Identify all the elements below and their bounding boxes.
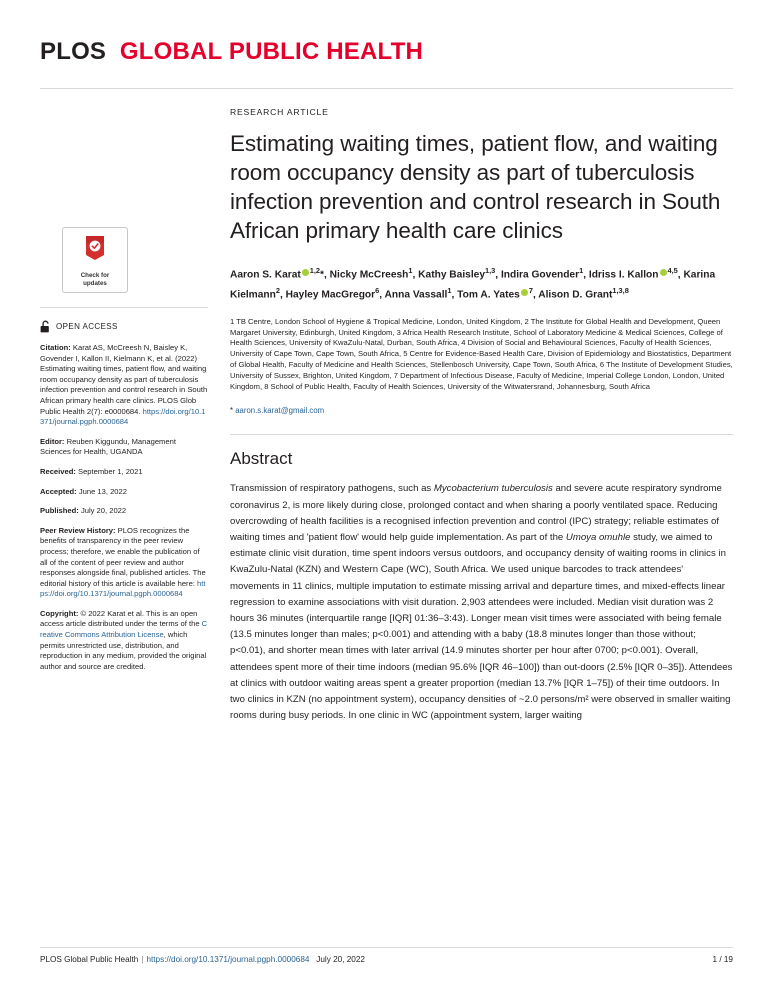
received-label: Received: [40,466,76,476]
editor-label: Editor: [40,436,65,446]
copyright-text-1: © 2022 Karat et al. This is an open access article distributed under the terms of the [40,608,202,629]
copyright-label: Copyright: [40,608,79,618]
badge-line-1: Check for [80,272,110,279]
footer-date: July 20, 2022 [316,955,365,964]
peer-review-link[interactable]: https://doi.org/10.1371/journal.pgph.0000684 [40,578,206,599]
page-columns [40,89,733,724]
accepted-label: Accepted: [40,486,77,496]
badge-line-2: updates [83,279,107,287]
footer-doi-link[interactable]: https://doi.org/10.1371/journal.pgph.0000684 [146,955,310,964]
citation-label: Citation: [40,343,71,352]
open-access-row [40,320,208,333]
citation-block [40,343,208,428]
published-text: July 20, 2022 [78,506,127,516]
abstract-text: Transmission of respiratory pathogens, such as Mycobacterium tuberculosis and severe acute respiratory syndrome coronavirus 2, is more likely during close, prolonged contact and when sharing a poorly ventilated space. Reducing overcrowding of health facilities is a recognised infection prevention and control (IPC) strategy; reliable estimates of waiting times and 'patient flow' would help guide implementation. As part of the Umoya omuhle study, we aimed to estimate clinic visit duration, time spent indoors versus outdoors, and occupancy density of waiting rooms in clinics in KwaZulu-Natal (KZN) and Western Cape (WC), South Africa. We used unique barcodes to track attendees' movements in 11 clinics, multiple imputation to estimate missing arrival and departure times, and mixed-effects linear regression to examine associations with visit duration. 2,903 attendees were included. Median visit duration was 2 hours 36 minutes (interquartile range [IQR] 01:36–3:43). Longer mean visit times were associated with being female (13.5 minutes longer than males; p<0.001) and attending with a baby (18.8 minutes longer than those without; p<0.01), and shorter mean times with later arrival (14.9 minutes shorter per hour after 0700; p<0.001). Overall, attendees spent more of their time indoors (median 95.6% [IQR 46–100]) than out-doors (2.5% [IQR 0–35]). Attendees at clinics with outdoor waiting areas spent a greater proportion (median 13.7% [IQR 1–75]) of their time outdoors. In two clinics in KZN (no appointment system), occupancy densities of ~2.0 persons/m² were observed in smaller waiting rooms during busy periods. In one clinic in WC (appointment system, larger waiting [230,483,733,722]
received-block [40,467,208,478]
page-footer [40,947,733,964]
open-access-label: OPEN ACCESS [56,322,118,331]
abstract-heading: Abstract [230,449,293,469]
abstract-divider [230,434,733,435]
corresponding-email-link[interactable]: aaron.s.karat@gmail.com [235,406,325,416]
orcid-icon[interactable] [302,269,309,276]
license-link[interactable]: Creative Commons Attribution License [40,619,208,640]
received-text: September 1, 2021 [75,466,143,476]
affiliations: 1 TB Centre, London School of Hygiene & Tropical Medicine, London, United Kingdom, 2 The Institute for Global Health and Development, Queen Margaret University, Edinburgh, United Kingdom, 3 Africa Health Research Institute, School of Laboratory Medicine & Medical Sciences, College of Health Sciences, University of KwaZulu-Natal, Durban, South Africa, 4 Division of Social and Behavioural Sciences, Faculty of Health Sciences, University of Cape Town, Cape Town, South Africa, 5 Centre for Evidence-Based Health Care, Division of Epidemiology and Biostatistics, Department of Global Health, Faculty of Medicine and Health Sciences, Stellenbosch University, Cape Town, South Africa, 6 The Institute of Development Studies, University of Sussex, Brighton, United Kingdom, 7 Department of Infectious Disease, Faculty of Medicine, Imperial College London, London, United Kingdom, 8 School of Public Health, Faculty of Health Sciences, University of the Witwatersrand, Johannesburg, South Africa [230,316,733,391]
editor-block [40,437,208,458]
citation-text: Karat AS, McCreesh N, Baisley K, Govender I, Kallon II, Kielmann K, et al. (2022) Estimating waiting times, patient flow, and waiting room occupancy density as part of tuberculosis infection prevention and control research in South African primary health care clinics. PLOS Glob Public Health 2(7): e0000684. [40,343,208,416]
accepted-block [40,487,208,498]
page-title: Estimating waiting times, patient flow, and waiting room occupancy density as part of tuberculosis infection prevention and control research in South African primary health care clinics [230,131,721,243]
article-main [230,107,733,724]
peer-review-label: Peer Review History: [40,525,116,535]
copyright-block [40,609,208,673]
citation-doi-link[interactable]: https://doi.org/10.1371/journal.pgph.0000684 [40,406,206,427]
copyright-text-2: , which permits unrestricted use, distribution, and reproduction in any medium, provided the original author and source are credited. [40,630,207,671]
journal-masthead [40,0,733,76]
footer-divider [40,947,733,948]
sidebar-divider [40,307,208,308]
published-block [40,506,208,517]
author-list: Aaron S. Karat $^{1,2}$*, Nicky McCreesh$^1$, Kathy Baisley$^{1,3}$, Indira Govender$^1$, Idriss I. Kallon $^{4,5}$, Karina Kielmann$^2$, Hayley MacGregor$^6$, Anna Vassall$^1$, Tom A. Yates $^7$, Alison D. Grant$^{1,3,8}$ [230,266,716,301]
crossmark-icon [84,235,106,261]
editor-text: Reuben Kiggundu, Management Sciences for Health, UGANDA [40,436,176,457]
corresponding-prefix: * [230,406,236,416]
journal-name: GLOBAL PUBLIC HEALTH [119,38,424,65]
footer-journal: PLOS Global Public Health [40,955,139,964]
publisher-name: PLOS [40,38,107,65]
orcid-icon[interactable] [521,289,528,296]
article-type-label: RESEARCH ARTICLE [230,107,329,117]
corresponding-author [230,405,733,416]
footer-page-number: 1 / 19 [712,955,733,964]
footer-left: PLOS Global Public Health | https://doi.org/10.1371/journal.pgph.0000684 July 20, 2022 [40,955,365,964]
peer-review-block [40,526,208,600]
orcid-icon[interactable] [660,269,667,276]
accepted-text: June 13, 2022 [76,486,127,496]
published-label: Published: [40,506,79,516]
peer-review-text: PLOS recognizes the benefits of transparency in the peer review process; therefore, we enable the publication of all of the content of peer review and author responses alongside final, published articles. The editorial history of this article is available here: [40,525,206,588]
open-lock-icon [40,320,51,333]
article-sidebar [40,107,208,724]
check-for-updates-badge[interactable] [62,227,128,293]
